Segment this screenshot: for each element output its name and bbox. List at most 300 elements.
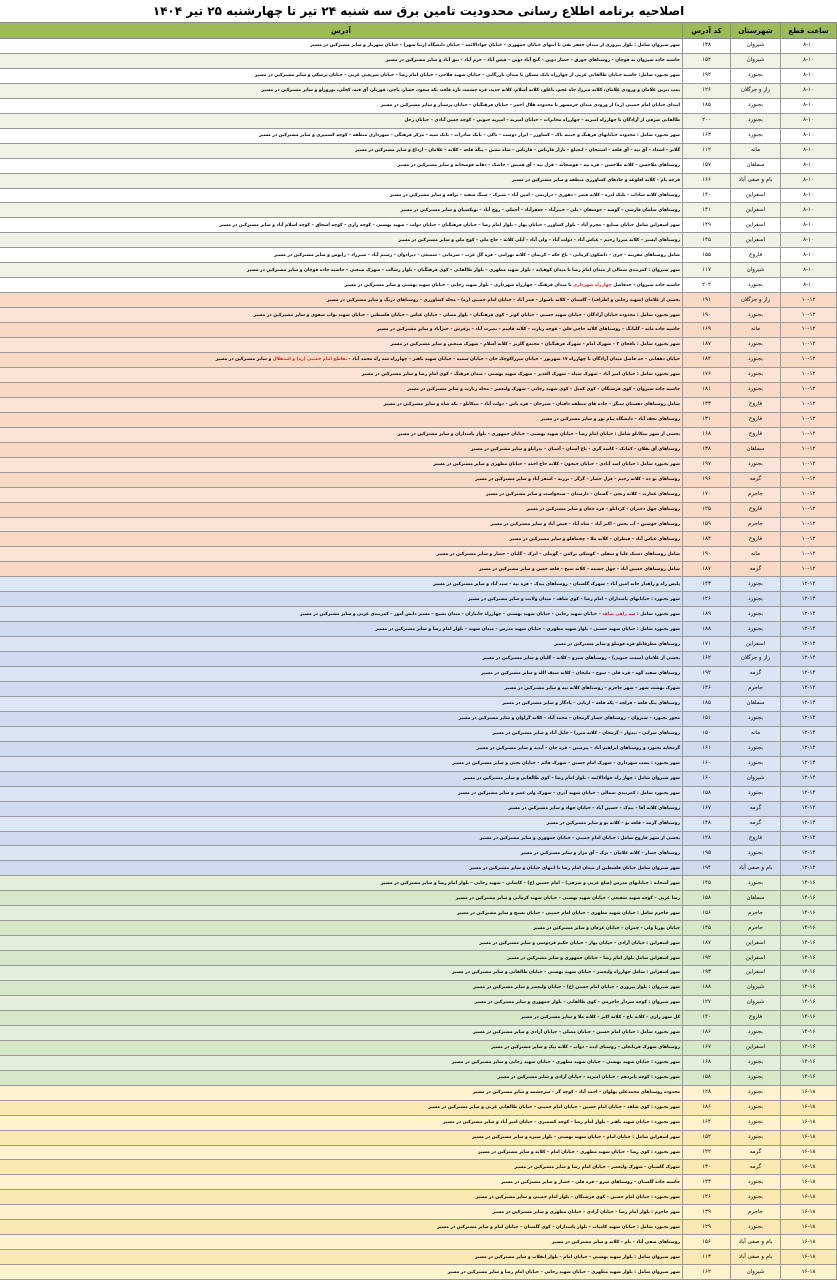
table-row bbox=[0, 308, 837, 323]
cell-code: ۱۶۳ bbox=[683, 128, 731, 143]
cell-time: ۱۰-۱۲ bbox=[781, 442, 837, 457]
cell-code: ۱۱۲ bbox=[683, 143, 731, 158]
table-row bbox=[0, 353, 837, 368]
cell-address: شهر بجنورد شامل : خیابان اسد آبادی – خیابان جیحون – کلاته حاج احمد – خیابان مطهری و سایر مشترکین در مسیر bbox=[0, 457, 683, 472]
cell-city: بجنورد bbox=[731, 741, 781, 756]
cell-address: گلاتر – اسداد – آق تپه – آق قلعه – استیجان – انجیلغ – بازار قارناس – قارناس – شاه نشین – ینگه قلعه – کلاته – غلامان – ارداغ و سایر مشترکین در مسیر bbox=[0, 143, 683, 158]
cell-code: ۱۶۱ bbox=[683, 741, 731, 756]
cell-time: ۸-۱۰ bbox=[781, 263, 837, 278]
cell-code: ۱۵۲ bbox=[683, 1130, 731, 1145]
table-row bbox=[0, 1250, 837, 1265]
cell-address: شهر اسفراین شامل : خیابان امام – خیابان شهید بهشتی – بلوار سبزه و سایر مشترکین در مسیر bbox=[0, 1130, 683, 1145]
cell-code: ۱۹۱ bbox=[683, 293, 731, 308]
cell-city: فاروج bbox=[731, 502, 781, 517]
table-row bbox=[0, 68, 837, 83]
cell-address: شهر بجنورد شامل : کمربندی شمالی – خیابان شهید آذری – شهرک ولی عصر و سایر مشترکین در مسیر bbox=[0, 786, 683, 801]
cell-address: شهر شیروان : کوچه سردار جاجرمی – کوی طالقانی – بلوار جمهوری و سایر مشترکین در مسیر bbox=[0, 996, 683, 1011]
cell-city: گرمه bbox=[731, 562, 781, 577]
cell-address: شهر بجنورد : کوچه پانزدهم – خیابان امیریه – خیابان آزادی و سایر مشترکین در مسیر bbox=[0, 1070, 683, 1085]
cell-time: ۱۰-۱۲ bbox=[781, 308, 837, 323]
table-row bbox=[0, 53, 837, 68]
cell-time: ۸-۱۰ bbox=[781, 188, 837, 203]
cell-address: شهر بجنورد شامل: حاشیه خیابان طالقانی غربی از چهارراه بانک مسکن تا میدان بازرگانی – خیابان شهید فلاحی – خیابان امام رضا – خیابان شریعتی غربی – خیابان پزشکی و سایر مشترکین در مسیر bbox=[0, 68, 683, 83]
cell-address: روستاهای عباس آباد – قیطران – کلاته ملا – چخماقلو و سایر مشترکین در مسیر bbox=[0, 532, 683, 547]
cell-time: ۱۲-۱۴ bbox=[781, 816, 837, 831]
cell-city: فاروج bbox=[731, 831, 781, 846]
cell-code: ۱۸۵ bbox=[683, 98, 731, 113]
table-row bbox=[0, 1175, 837, 1190]
cell-time: ۱۲-۱۴ bbox=[781, 771, 837, 786]
cell-city: فاروج bbox=[731, 532, 781, 547]
cell-address: محور بجنورد – شیروان – روستاهای حصار گرمخان – محمد آباد – کلاته گراوان و سایر مشترکین در مسیر bbox=[0, 711, 683, 726]
cell-time: ۸-۱۰ bbox=[781, 39, 837, 54]
cell-code: ۱۱۷ bbox=[683, 263, 731, 278]
table-row bbox=[0, 906, 837, 921]
cell-address: کل شهر رازی – کلاته تاج – کلاته اکبر – کلاته ملا و سایر مشترکین در مسیر bbox=[0, 1010, 683, 1025]
cell-time: ۱۰-۱۲ bbox=[781, 382, 837, 397]
cell-time: ۱۶-۱۸ bbox=[781, 1160, 837, 1175]
cell-address: روستاهای آق تقلان – کمانک – کاسه گری – باغ آستان – آستان – بدرانلو و سایر مشترکین در مسیر bbox=[0, 442, 683, 457]
cell-time: ۱۴-۱۶ bbox=[781, 1025, 837, 1040]
cell-address: روستاهای نجف آباد – دانشگاه پیام نور و سایر مشترکین در مسیر bbox=[0, 412, 683, 427]
cell-city: بجنورد bbox=[731, 876, 781, 891]
cell-address: شهرک گلستان – شهرک ولیعصر – خیابان امام رضا و سایر مشترکین در مسیر bbox=[0, 1160, 683, 1175]
cell-code: ۱۴۶ bbox=[683, 681, 731, 696]
cell-time: ۱۶-۱۸ bbox=[781, 1100, 837, 1115]
table-row bbox=[0, 248, 837, 263]
cell-time: ۸-۱۰ bbox=[781, 248, 837, 263]
table-row bbox=[0, 98, 837, 113]
cell-time: ۱۰-۱۲ bbox=[781, 532, 837, 547]
cell-city: بجنورد bbox=[731, 711, 781, 726]
cell-address: حاشیه جاده گلستان – روستاهای سرو – قره قلی – حصار و سایر مشترکین در مسیر bbox=[0, 1175, 683, 1190]
table-row bbox=[0, 846, 837, 861]
cell-code: ۱۴۳ bbox=[683, 577, 731, 592]
cell-city: شیروان bbox=[731, 771, 781, 786]
cell-city: بجنورد bbox=[731, 98, 781, 113]
cell-city: بجنورد bbox=[731, 367, 781, 382]
table-row bbox=[0, 1235, 837, 1250]
table-row bbox=[0, 39, 837, 54]
table-row bbox=[0, 1085, 837, 1100]
cell-city: اسفراین bbox=[731, 966, 781, 981]
cell-address: شهر بجنورد شامل : محدوده خیابانهای فرهنگ و جنیبه تاک – کشاورز – ابرار دوست – تاکی – بانک صادرات – بانک سپه – مرکز فرهنگی – شهرداری منطقه – کوچه کشمیری و سایر مشترکین در مسیر bbox=[0, 128, 683, 143]
cell-city: بجنورد bbox=[731, 338, 781, 353]
cell-address: روستاهای ملاحسن – کلاته ملاحسن – قره تپه – قوشخانه – قزل تپه – آق قمیش – جاشک – دهانه قوشخانه و سایر مشترکین در مسیر bbox=[0, 158, 683, 173]
cell-code: ۱۹۲ bbox=[683, 951, 731, 966]
table-row bbox=[0, 457, 837, 472]
cell-time: ۱۴-۱۶ bbox=[781, 936, 837, 951]
cell-time: ۱۲-۱۴ bbox=[781, 861, 837, 876]
cell-code: ۱۲۸ bbox=[683, 1085, 731, 1100]
cell-city: بجنورد bbox=[731, 457, 781, 472]
cell-code: ۱۸۶ bbox=[683, 1025, 731, 1040]
cell-code: ۱۵۷ bbox=[683, 158, 731, 173]
cell-time: ۸-۱۰ bbox=[781, 278, 837, 293]
cell-city: بجنورد bbox=[731, 622, 781, 637]
cell-time: ۱۴-۱۶ bbox=[781, 1010, 837, 1025]
table-row bbox=[0, 816, 837, 831]
cell-city: اسفراین bbox=[731, 218, 781, 233]
cell-code: ۱۴۱ bbox=[683, 203, 731, 218]
cell-code: ۱۳۰ bbox=[683, 1160, 731, 1175]
cell-code: ۱۶۷ bbox=[683, 801, 731, 816]
cell-code: ۱۶۰ bbox=[683, 771, 731, 786]
cell-city: شیروان bbox=[731, 263, 781, 278]
cell-address: شهر بجنورد : کوی رضا – خیابان شهید مطهری – خیابان امام – کلاته و سایر مشترکین در مسیر bbox=[0, 1145, 683, 1160]
table-row bbox=[0, 1040, 837, 1055]
cell-address: شهر بجنورد شامل : خیابان شهید کامیاب – بلوار پاسداران – کوی گلستان – خیابان امام و سایر مشترکین در مسیر bbox=[0, 1220, 683, 1235]
cell-city: مانه bbox=[731, 726, 781, 741]
table-row bbox=[0, 592, 837, 607]
cell-city: جاجرم bbox=[731, 487, 781, 502]
cell-city: شیروان bbox=[731, 39, 781, 54]
cell-city: بجنورد bbox=[731, 1175, 781, 1190]
cell-time: ۱۰-۱۲ bbox=[781, 517, 837, 532]
cell-code: ۱۶۰ bbox=[683, 756, 731, 771]
cell-code: ۱۶۲ bbox=[683, 652, 731, 667]
table-row bbox=[0, 367, 837, 382]
cell-city: شیروان bbox=[731, 981, 781, 996]
table-row bbox=[0, 801, 837, 816]
cell-city: بام و صفی آباد bbox=[731, 1235, 781, 1250]
cell-time: ۱۲-۱۴ bbox=[781, 637, 837, 652]
cell-address: روستاهای ایستر – کلاته میرزا رحیم – عیاس آباد – دولت آباد – ولی آباد – آیلی کلاته – حاج ملی – کوچ ملی و سایر مشترکین در مسیر bbox=[0, 233, 683, 248]
cell-city: بجنورد bbox=[731, 353, 781, 368]
cell-code: ۱۲۶ bbox=[683, 83, 731, 98]
cell-time: ۱۶-۱۸ bbox=[781, 1130, 837, 1145]
cell-code: ۱۳۸ bbox=[683, 442, 731, 457]
cell-time: ۱۶-۱۸ bbox=[781, 1115, 837, 1130]
cell-city: بجنورد bbox=[731, 113, 781, 128]
table-row bbox=[0, 577, 837, 592]
table-row bbox=[0, 532, 837, 547]
cell-city: گرمه bbox=[731, 1160, 781, 1175]
cell-code: ۱۵۱ bbox=[683, 711, 731, 726]
cell-time: ۸-۱۰ bbox=[781, 53, 837, 68]
cell-code: ۱۹۲ bbox=[683, 68, 731, 83]
cell-code: ۱۸۷ bbox=[683, 936, 731, 951]
cell-city: فاروج bbox=[731, 248, 781, 263]
cell-address: شهر شیروان شامل خیابان فلسطین از میدان امام رضا تا انتهای خیابان و سایر مشترکین در مسیر bbox=[0, 861, 683, 876]
cell-city: بجنورد bbox=[731, 1025, 781, 1040]
cell-code: ۱۶۶ bbox=[683, 173, 731, 188]
cell-time: ۱۶-۱۸ bbox=[781, 1175, 837, 1190]
table-row bbox=[0, 382, 837, 397]
cell-code: ۱۵۶ bbox=[683, 1235, 731, 1250]
cell-address: شهر اسفراین : شامل چهارراه ولیعصر – خیابان شهید بهشتی – خیابان طالقانی و سایر مشترکین در مسیر bbox=[0, 966, 683, 981]
table-row bbox=[0, 1265, 837, 1280]
cell-time: ۱۲-۱۴ bbox=[781, 622, 837, 637]
table-row bbox=[0, 203, 837, 218]
cell-code: ۱۶۸ bbox=[683, 1055, 731, 1070]
cell-time: ۱۰-۱۲ bbox=[781, 547, 837, 562]
cell-code: ۱۸۸ bbox=[683, 622, 731, 637]
table-row bbox=[0, 1130, 837, 1145]
cell-code: ۱۵۰ bbox=[683, 726, 731, 741]
cell-city: جاجرم bbox=[731, 906, 781, 921]
cell-city: شیروان bbox=[731, 1265, 781, 1280]
cell-time: ۱۶-۱۸ bbox=[781, 1205, 837, 1220]
cell-time: ۱۰-۱۲ bbox=[781, 457, 837, 472]
cell-city: جاجرم bbox=[731, 681, 781, 696]
cell-city: بجنورد bbox=[731, 382, 781, 397]
cell-address: شهر بجنورد : خیابانهای پاسداران – امام رضا – کوی شاهد – میدان ولایت و سایر مشترکین در مسیر bbox=[0, 592, 683, 607]
cell-address: شهر بجنورد شامل : خیابان امام حسین – خیابان مصلی – خیابان آزادی و سایر مشترکین در مسیر bbox=[0, 1025, 683, 1040]
cell-code: ۱۵۴ bbox=[683, 53, 731, 68]
cell-time: ۱۲-۱۴ bbox=[781, 786, 837, 801]
cell-city: اسفراین bbox=[731, 188, 781, 203]
cell-city: گرمه bbox=[731, 1145, 781, 1160]
header-code: کد آدرس bbox=[683, 23, 731, 39]
cell-code: ۱۸۷ bbox=[683, 338, 731, 353]
cell-city: جاجرم bbox=[731, 517, 781, 532]
cell-code: ۱۳۳ bbox=[683, 397, 731, 412]
cell-code: ۲۰۲ bbox=[683, 278, 731, 293]
cell-code: ۱۷۰ bbox=[683, 487, 731, 502]
cell-city: بام و صفی آباد bbox=[731, 861, 781, 876]
table-row bbox=[0, 741, 837, 756]
table-row bbox=[0, 233, 837, 248]
cell-address: شهر بجنورد شامل : خیابان شهید حسنی – بلوار شهید مطهری – خیابان شهید مدرس – میدان شهید – بلوار امام رضا و سایر مشترکین در مسیر bbox=[0, 622, 683, 637]
cell-city: اسفراین bbox=[731, 233, 781, 248]
table-row bbox=[0, 622, 837, 637]
table-row bbox=[0, 188, 837, 203]
table-row bbox=[0, 293, 837, 308]
table-row bbox=[0, 607, 837, 622]
cell-code: ۱۹۷ bbox=[683, 457, 731, 472]
cell-time: ۱۶-۱۸ bbox=[781, 1220, 837, 1235]
table-row bbox=[0, 1100, 837, 1115]
cell-time: ۱۴-۱۶ bbox=[781, 981, 837, 996]
cell-city: مانه bbox=[731, 323, 781, 338]
cell-code: ۱۷۶ bbox=[683, 367, 731, 382]
cell-address: روستاهای سرانی – بیدواز – گرمخان – کلاته میرزا – خلیل آباد و سایر مشترکین در مسیر bbox=[0, 726, 683, 741]
cell-address: طالقانی شرقی از آزادگان تا چهارراه امیریه – چهارراه مخابرات – خیابان امیریه – امیریه جنوبی – کوچه حسن آبادی – خیابان رحل bbox=[0, 113, 683, 128]
cell-address: روستاهای عمارت – کلاته زنجی – گستان – دارستان – سنخواست و سایر مشترکین در مسیر bbox=[0, 487, 683, 502]
cell-address: روستاهای کلاته آقا – بیدک – حسین آباد – خیابان جهاد و سایر مشترکین در مسیر bbox=[0, 801, 683, 816]
cell-code: ۱۴۵ bbox=[683, 921, 731, 936]
cell-code: ۱۴۸ bbox=[683, 816, 731, 831]
cell-code: ۱۲۵ bbox=[683, 502, 731, 517]
cell-time: ۸-۱۰ bbox=[781, 98, 837, 113]
cell-address: شامل روستاهای دهستان سنگر – جاده های منطقه دافیان – شیرخان – قره باش – دولت آباد – تیتکانلو – یکه شاه و سایر مشترکین در مسیر bbox=[0, 397, 683, 412]
cell-address: حاشیه جاده شیروان به قوچان – روستاهای جوزق – حصار دوین – گنج آباد دوین – قیس آباد – خرم آباد – تنق آباد و سایر مشترکین در مسیر bbox=[0, 53, 683, 68]
cell-code: ۱۴۶ bbox=[683, 592, 731, 607]
table-row bbox=[0, 667, 837, 682]
cell-code: ۲۰۰ bbox=[683, 113, 731, 128]
cell-time: ۱۲-۱۴ bbox=[781, 607, 837, 622]
cell-address: شهر شیروان شامل : بلوار شهید بهشتی – خیابان امام – بلوار انقلاب و سایر مشترکین در مسیر bbox=[0, 1250, 683, 1265]
cell-time: ۱۰-۱۲ bbox=[781, 472, 837, 487]
cell-time: ۸-۱۰ bbox=[781, 158, 837, 173]
cell-address: روستاهای نو ده – کلاته رحیم – قزل حصار – گرگر – ترزنه – اسفر آباد و سایر مشترکین در مسیر bbox=[0, 472, 683, 487]
table-row bbox=[0, 726, 837, 741]
header-city: شهرستان bbox=[731, 23, 781, 39]
cell-address: روستاهای شهرک قربانعلی – روستای ایده – دوآب – کلاته بیک و سایر مشترکین در مسیر bbox=[0, 1040, 683, 1055]
cell-address: شهر آشخانه : خیابانهای مدرس (ضلع غربی و شرقی) – امام حسین (ع) – کاشانی – شهید رجایی – بلوار امام رضا و سایر مشترکین در مسیر bbox=[0, 876, 683, 891]
cell-city: فاروج bbox=[731, 397, 781, 412]
cell-city: بجنورد bbox=[731, 786, 781, 801]
cell-time: ۱۲-۱۴ bbox=[781, 741, 837, 756]
header-time: ساعت قطع bbox=[781, 23, 837, 39]
cell-city: فاروج bbox=[731, 1010, 781, 1025]
cell-code: ۱۲۷ bbox=[683, 996, 731, 1011]
table-row bbox=[0, 771, 837, 786]
cell-address: بخشی از شهر فاروج شامل : خیابان امام خمینی – خیابان جمهوری و سایر مشترکین در مسیر bbox=[0, 831, 683, 846]
table-row bbox=[0, 1145, 837, 1160]
cell-code: ۱۴۵ bbox=[683, 876, 731, 891]
cell-city: فاروج bbox=[731, 427, 781, 442]
table-row bbox=[0, 1025, 837, 1040]
cell-code: ۱۷۱ bbox=[683, 637, 731, 652]
cell-code: ۱۳۹ bbox=[683, 1205, 731, 1220]
table-row bbox=[0, 936, 837, 951]
cell-time: ۱۰-۱۲ bbox=[781, 293, 837, 308]
cell-time: ۱۰-۱۲ bbox=[781, 397, 837, 412]
cell-address: حاشیه جاده شیروان – کوی فرشتگان – کوی کمیل – کوی شهید رجایی – شهرک ولیعصر – محله زیارت و سایر مشترکین در مسیر bbox=[0, 382, 683, 397]
cell-code: ۱۹۴ bbox=[683, 861, 731, 876]
cell-time: ۱۶-۱۸ bbox=[781, 1190, 837, 1205]
cell-time: ۱۶-۱۸ bbox=[781, 1235, 837, 1250]
cell-code: ۱۹۶ bbox=[683, 472, 731, 487]
cell-time: ۸-۱۰ bbox=[781, 143, 837, 158]
cell-time: ۱۲-۱۴ bbox=[781, 846, 837, 861]
cell-address: روستاهای گرمه – قلعه نو – کلاته نو و سایر مشترکین در مسیر bbox=[0, 816, 683, 831]
table-row bbox=[0, 1070, 837, 1085]
table-row bbox=[0, 143, 837, 158]
table-row bbox=[0, 891, 837, 906]
table-row bbox=[0, 547, 837, 562]
cell-city: بجنورد bbox=[731, 577, 781, 592]
cell-address: شهر بجنورد : کوی شاهد – خیابان امام حسین – خیابان امام خمینی – خیابان طالقانی غربی و سایر مشترکین در مسیر bbox=[0, 1100, 683, 1115]
cell-time: ۸-۱۰ bbox=[781, 83, 837, 98]
cell-address: روستاهای سلمان فارسی – گوشه – جوشقان – تلی – خیبرآباد – جعفرآباد – آجملی – روح آباد – توپکشیان و سایر مشترکین در مسیر bbox=[0, 203, 683, 218]
cell-code: ۱۵۶ bbox=[683, 906, 731, 921]
cell-code: ۱۴۹ bbox=[683, 218, 731, 233]
cell-city: گرمه bbox=[731, 801, 781, 816]
cell-city: اسفراین bbox=[731, 936, 781, 951]
cell-code: ۱۶۷ bbox=[683, 1040, 731, 1055]
cell-city: شیروان bbox=[731, 996, 781, 1011]
table-row bbox=[0, 1160, 837, 1175]
highlighted-segment: چهارراه شهرداری bbox=[573, 282, 612, 288]
cell-city: راز و جرگلان bbox=[731, 293, 781, 308]
cell-time: ۱۲-۱۴ bbox=[781, 681, 837, 696]
cell-city: اسفراین bbox=[731, 203, 781, 218]
cell-address: شهرک بهشت شهر – شهر جاجرم – روستاهای کلاته تپه و سایر مشترکین در مسیر bbox=[0, 681, 683, 696]
cell-address: شهر شیروان شامل : بلوار شهید مطهری – خیابان شهید رجایی – خیابان امام رضا و سایر مشترکین در مسیر bbox=[0, 1265, 683, 1280]
cell-address: روستاهای حصار – کلاته غلامان – ترک – آق مزار و سایر مشترکین در مسیر bbox=[0, 846, 683, 861]
cell-address: شهر بجنورد شامل : بافخان ۲ – شهرک امام – شهرک فرهنگیان – مجتمع گلریز – کلاته آسلام – شهرک صنعتی و سایر مشترکین در مسیر bbox=[0, 338, 683, 353]
table-row bbox=[0, 1220, 837, 1235]
cell-code: ۱۶۲ bbox=[683, 1265, 731, 1280]
cell-code: ۱۸۹ bbox=[683, 607, 731, 622]
cell-address: بخشی از شهر تیتکانلو شامل : خیابان امام رضا – خیابان شهید بهشتی – خیابان جمهوری – بلوار پاسداران و سایر مشترکین در مسیر bbox=[0, 427, 683, 442]
cell-address: شهر اسفراین شامل خیابان صنایع – محرم آباد – بلوار کشاورز – خیابان بهار – بلوار امام رضا – خیابان فرهنگیان – خیابان دولت – شهید بهشتی – کوچه رازی – کوچه اسحاق – کوچه اسلام آباد و سایر مشترکین در مسیر bbox=[0, 218, 683, 233]
cell-city: بجنورد bbox=[731, 846, 781, 861]
cell-address: روستاهای خوشین – آب بخش – اکبر آباد – شاه آباد – فیض آباد و سایر مشترکین در مسیر bbox=[0, 517, 683, 532]
cell-code: ۱۴۵ bbox=[683, 233, 731, 248]
cell-code: ۱۲۲ bbox=[683, 1145, 731, 1160]
cell-address: روستاهای کلاته سادات – بلبک لدره – کلاته قصر – دهوری – درازنمی – امین آباد – شترک – سنگ سفید – برافه و سایر مشترکین در مسیر bbox=[0, 188, 683, 203]
cell-time: ۸-۱۰ bbox=[781, 218, 837, 233]
cell-city: فاروج bbox=[731, 412, 781, 427]
cell-city: جاجرم bbox=[731, 1205, 781, 1220]
cell-address: شهر شیروان : کمربندی شمالی از میدان امام رضا تا میدان کوهپایه – بلوار شهید مطهری – بلوار طالقانی – کوی فرهنگیان – بلوار رسالت – شهرک صنعتی – حاشیه جاده قوچان و سایر مشترکین در مسیر bbox=[0, 263, 683, 278]
table-header bbox=[0, 23, 837, 39]
table-row bbox=[0, 652, 837, 667]
cell-time: ۱۲-۱۴ bbox=[781, 831, 837, 846]
cell-city: بجنورد bbox=[731, 1115, 781, 1130]
cell-time: ۸-۱۰ bbox=[781, 68, 837, 83]
cell-code: ۱۵۵ bbox=[683, 248, 731, 263]
table-row bbox=[0, 696, 837, 711]
cell-address: پلیس راه و راهدار خانه امین آباد – شهرک گلستان – روستاهای بیدک – قره تپه – سید آباد و سایر مشترکین در مسیر bbox=[0, 577, 683, 592]
cell-address: شهر بجنورد شامل : محدوده خیابان آزادگان – خیابان شهید حسنی – خیابان کوثر – کوی فرهنگیان – بلوار مصلی – خیابان عباس – خیابان فلسطین – خیابان شهید نواب صفوی و سایر مشترکین در مسیر bbox=[0, 308, 683, 323]
cell-time: ۱۲-۱۴ bbox=[781, 756, 837, 771]
cell-time: ۱۰-۱۲ bbox=[781, 353, 837, 368]
table-row bbox=[0, 472, 837, 487]
cell-address: شهر جاجرم : بلوار امام رضا – خیابان آزادی – خیابان مطهری و سایر مشترکین در مسیر bbox=[0, 1205, 683, 1220]
cell-city: راز و جرگلان bbox=[731, 652, 781, 667]
cell-code: ۱۲۹ bbox=[683, 1220, 731, 1235]
cell-city: سملقان bbox=[731, 891, 781, 906]
cell-address: شهر جاجرم شامل : خیابان شهید مطهری – خیابان امام خمینی – خیابان بسیج و سایر مشترکین در مسیر bbox=[0, 906, 683, 921]
cell-city: اسفراین bbox=[731, 637, 781, 652]
header-address: آدرس bbox=[0, 23, 683, 39]
cell-code: ۱۲۳ bbox=[683, 1175, 731, 1190]
cell-code: ۱۶۴ bbox=[683, 1115, 731, 1130]
table-row bbox=[0, 786, 837, 801]
cell-address: روستاهای سفید گوه – قره قلی – سوخ – ملیخان – کلاته سیف الله و سایر مشترکین در مسیر bbox=[0, 667, 683, 682]
cell-address: شهر بجنورد شامل : سه راهی شاهد – خیابان شهید رجایی – خیابان شهید بهشتی – چهارراه جانبازان – میدان بسیج – مسیر دانش آموز – کمربندی غربی و سایر مشترکین در مسیر bbox=[0, 607, 683, 622]
cell-code: ۱۵۹ bbox=[683, 517, 731, 532]
cell-city: بجنورد bbox=[731, 308, 781, 323]
cell-time: ۱۶-۱۸ bbox=[781, 1145, 837, 1160]
cell-address: خیابان دهقانی – حد فاصل میدان آزادگان تا چهارراه ۱۷ شهریور – خیابان میرزاکوچک خان – خیابان سمیه – خیابان شهید باهنر – چهارراه سه راه محمد آباد – تقاطع امام خمینی (ره) و استقلال و سایر مشترکین در مسیر bbox=[0, 353, 683, 368]
table-row bbox=[0, 1115, 837, 1130]
table-row bbox=[0, 158, 837, 173]
cell-city: مانه bbox=[731, 547, 781, 562]
cell-city: راز و جرگلان bbox=[731, 83, 781, 98]
cell-address: روستاهای صفی آباد – بام – کلاته و سایر مشترکین در مسیر bbox=[0, 1235, 683, 1250]
table-row bbox=[0, 412, 837, 427]
cell-time: ۸-۱۰ bbox=[781, 128, 837, 143]
cell-time: ۱۰-۱۲ bbox=[781, 367, 837, 382]
cell-code: ۱۱۳ bbox=[683, 1250, 731, 1265]
cell-city: گرمه bbox=[731, 472, 781, 487]
cell-city: مانه bbox=[731, 143, 781, 158]
cell-address: حاشیه جاده شیروان – حدفاصل چهارراه شهرداری تا میدان فرهنگ – چهارراه شهرداری – بلوار شهید رجایی – خیابان شهید بهشتی و سایر مشترکین در مسیر bbox=[0, 278, 683, 293]
cell-address: شهر اسفراین : خیابان آزادی – خیابان بهار – خیابان حکیم فردوسی و سایر مشترکین در مسیر bbox=[0, 936, 683, 951]
cell-time: ۱۴-۱۶ bbox=[781, 1070, 837, 1085]
table-row bbox=[0, 128, 837, 143]
cell-address: خیابان پوریا ولی – چمران – خیابان عرفان و سایر مشترکین در مسیر bbox=[0, 921, 683, 936]
cell-time: ۱۴-۱۶ bbox=[781, 1055, 837, 1070]
highlighted-segment: تقاطع امام خمینی (ره) و استقلال bbox=[272, 357, 348, 363]
table-row bbox=[0, 323, 837, 338]
cell-address: شهر بجنورد : خیابان امام حسین – کوی فرشتگان – بلوار امام خمینی و سایر مشترکین در مسیر bbox=[0, 1190, 683, 1205]
cell-time: ۱۰-۱۲ bbox=[781, 562, 837, 577]
cell-city: بجنورد bbox=[731, 278, 781, 293]
cell-time: ۱۴-۱۶ bbox=[781, 876, 837, 891]
page-title: اصلاحیه برنامه اطلاع رسانی محدودیت تامین برق سه شنبه ۲۴ تیر تا چهارشنبه ۲۵ تیر ۱۴۰۴ bbox=[152, 4, 685, 18]
cell-city: بجنورد bbox=[731, 607, 781, 622]
cell-city: اسفراین bbox=[731, 951, 781, 966]
table-row bbox=[0, 517, 837, 532]
cell-address: شهر شیروان شامل : بلوار پیروزی از میدان جعفر تقی تا انتهای خیابان جمهوری – خیابان جوادالائمه – خیابان دانشگاه (زنبا شهر) – خیابان شهریار و سایر مشترکین در مسیر bbox=[0, 39, 683, 54]
